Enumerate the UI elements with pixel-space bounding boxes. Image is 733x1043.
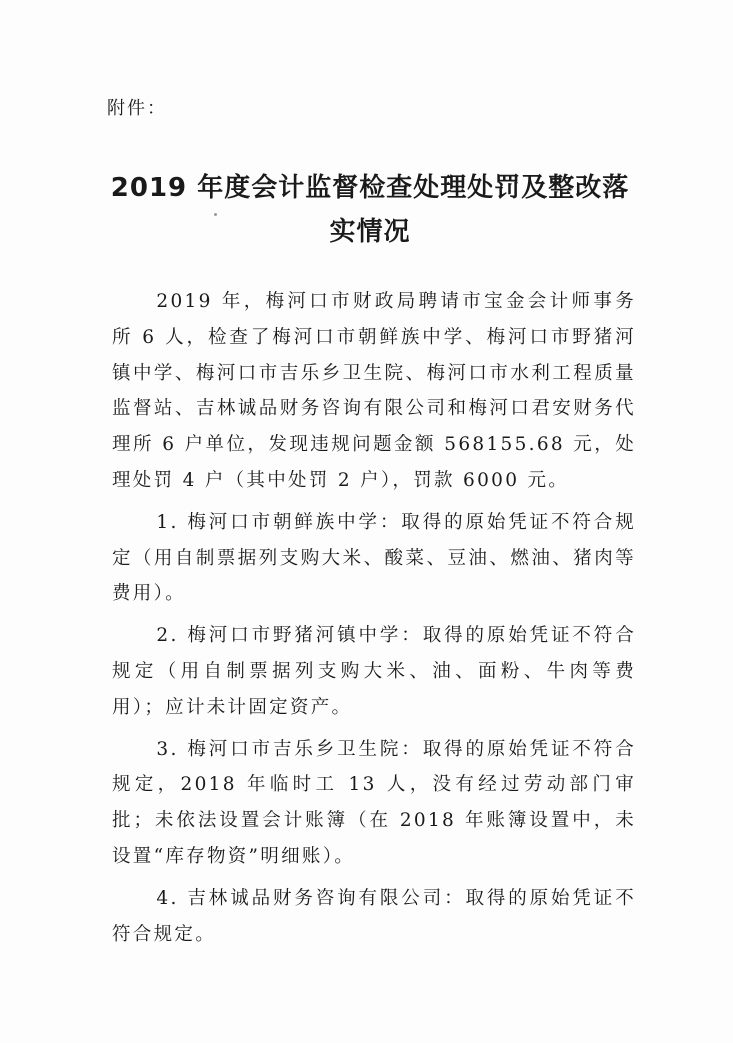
scan-speck — [214, 213, 217, 216]
finding-item-2: 2. 梅河口市野猪河镇中学：取得的原始凭证不符合规定（用自制票据列支购大米、油、面粉、牛肉等费用）；应计未计固定资产。 — [112, 625, 636, 718]
document-title — [90, 166, 650, 254]
intro-paragraph: 2019 年，梅河口市财政局聘请市宝金会计师事务所 6 人，检查了梅河口市朝鲜族中学、梅河口市野猪河镇中学、梅河口市吉乐乡卫生院、梅河口市水利工程质量监督站、吉林诚品财务咨询有限公司和梅河口君安财务代理所 6 户单位，发现违规问题金额 568155.68 元，处理处罚 4 户（其中处罚 2 户），罚款 6000 元。 — [112, 291, 636, 491]
finding-item-4: 4. 吉林诚品财务咨询有限公司：取得的原始凭证不符合规定。 — [112, 887, 636, 945]
finding-item-1: 1. 梅河口市朝鲜族中学：取得的原始凭证不符合规定（用自制票据列支购大米、酸菜、豆油、燃油、猪肉等费用）。 — [112, 511, 636, 605]
document-body — [112, 284, 636, 952]
finding-item-3: 3. 梅河口市吉乐乡卫生院：取得的原始凭证不符合规定，2018 年临时工 13 人，没有经过劳动部门审批；未依法设置会计账簿（在 2018 年账簿设置中，未设置“库存物资”明细账）。 — [112, 738, 636, 867]
attachment-label: 附件： — [107, 98, 167, 119]
title-line-1: 2019 年度会计监督检查处理处罚及整改落 — [110, 173, 630, 203]
title-line-2: 实情况 — [329, 217, 411, 247]
